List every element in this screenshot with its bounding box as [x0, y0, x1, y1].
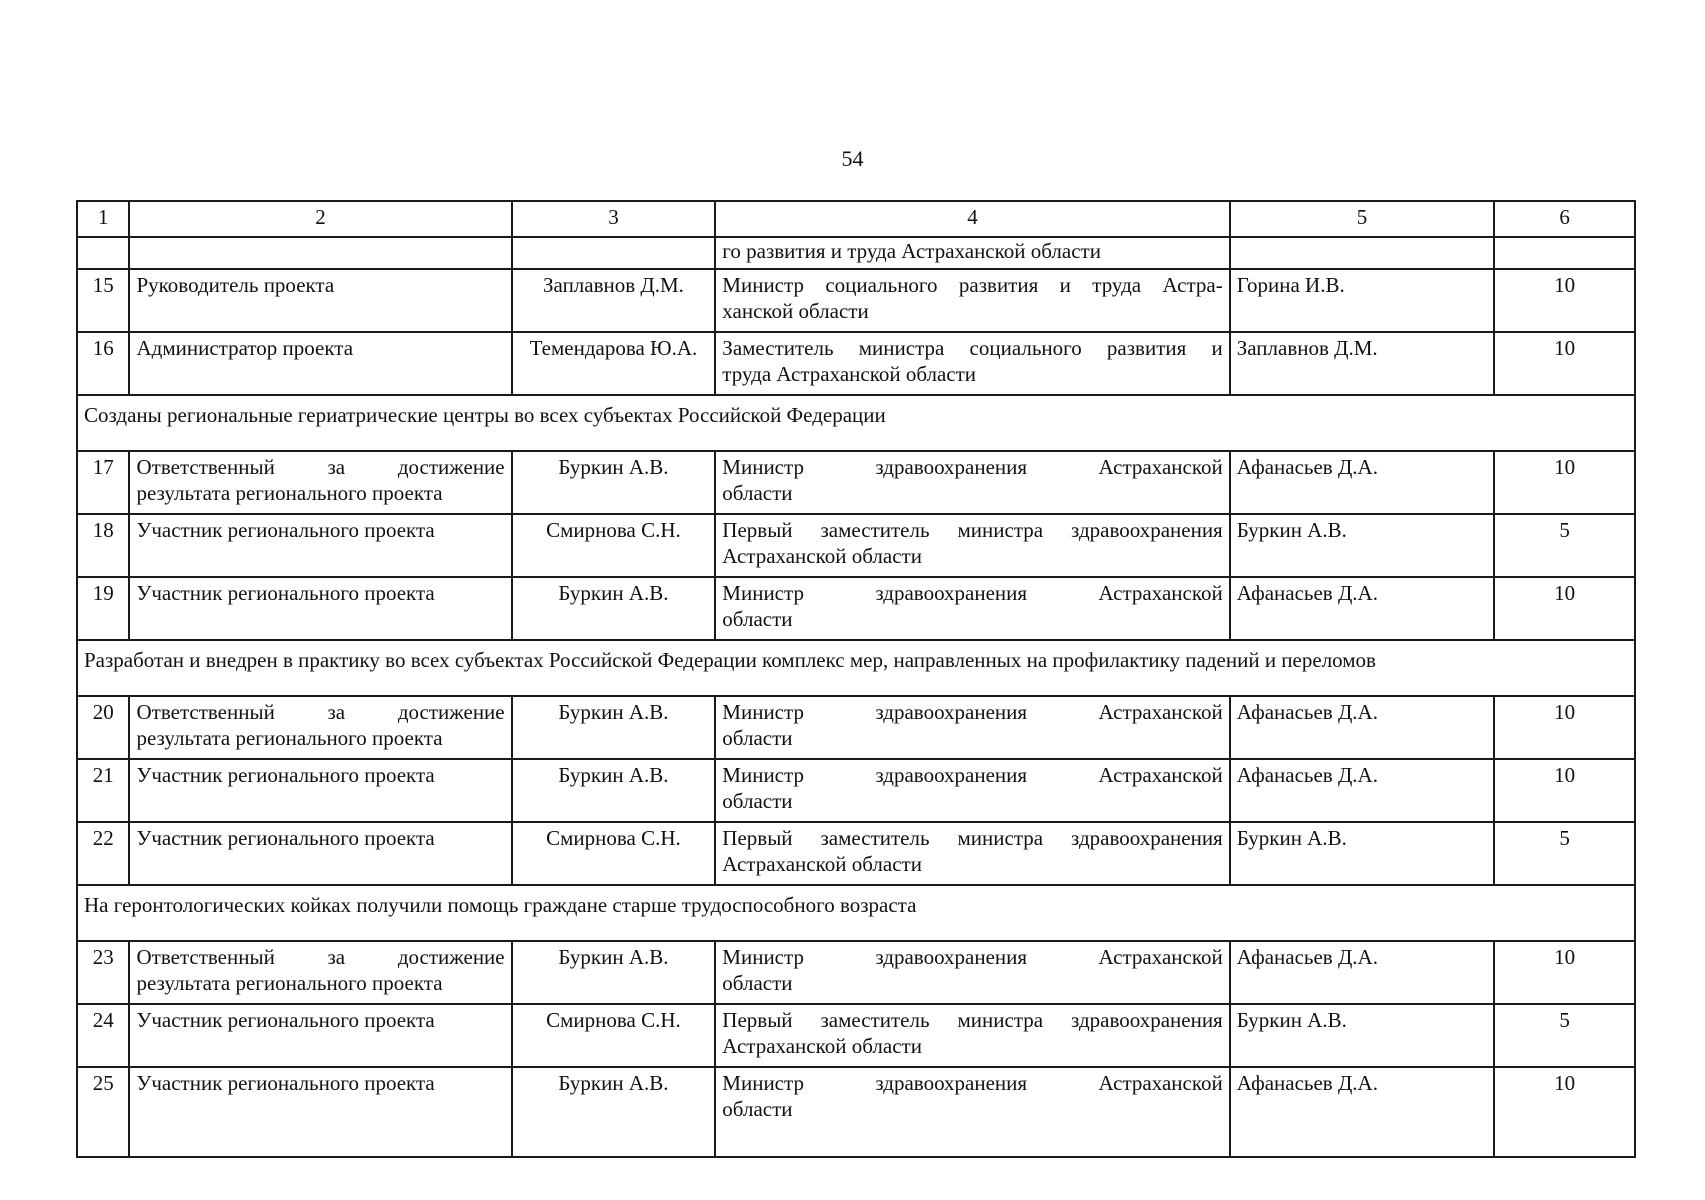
position-line-1: Министр здравоохранения Астраханской: [722, 763, 1223, 787]
role-line-1: Ответственный за достижение: [136, 945, 505, 969]
position-line-1: Министр здравоохранения Астраханской: [722, 945, 1223, 969]
position-line-2: области: [722, 971, 793, 995]
cell-position: [715, 1004, 1229, 1067]
cell-supervisor: Афанасьев Д.А.: [1230, 941, 1495, 1004]
cell-role: Участник регионального проекта: [129, 1004, 511, 1067]
cell-num: 18: [77, 514, 129, 577]
table-row: [77, 514, 1635, 577]
cell-name: Буркин А.В.: [512, 577, 716, 640]
position-line-1: Первый заместитель министра здравоохранения: [722, 826, 1223, 850]
table-row: [77, 1067, 1635, 1157]
cell-num: 19: [77, 577, 129, 640]
position-line-1: Министр здравоохранения Астраханской: [722, 455, 1223, 479]
position-line-2: Астраханской области: [722, 852, 922, 876]
position-line-2: области: [722, 607, 793, 631]
table-body: [77, 237, 1635, 1157]
cell-name: Буркин А.В.: [512, 941, 716, 1004]
cell-load: 10: [1494, 332, 1635, 395]
cell-supervisor: Афанасьев Д.А.: [1230, 577, 1495, 640]
column-header-1: 1: [77, 201, 129, 237]
cell-load: 10: [1494, 1067, 1635, 1157]
page-number: 54: [841, 146, 864, 171]
cell-load: 10: [1494, 696, 1635, 759]
section-row: [77, 640, 1635, 696]
cell-load: 5: [1494, 514, 1635, 577]
position-line-2: Астраханской области: [722, 1034, 922, 1058]
cell-supervisor: Буркин А.В.: [1230, 822, 1495, 885]
cell-position: [715, 759, 1229, 822]
cell-load: 10: [1494, 577, 1635, 640]
cell-position: [715, 269, 1229, 332]
cell-supervisor: Заплавнов Д.М.: [1230, 332, 1495, 395]
cell-role: Участник регионального проекта: [129, 1067, 511, 1157]
cell-num: 15: [77, 269, 129, 332]
table-row: [77, 941, 1635, 1004]
cell-num: 22: [77, 822, 129, 885]
section-title: Созданы региональные гериатрические центры во всех субъектах Российской Федерации: [77, 395, 1635, 451]
cell-supervisor: Афанасьев Д.А.: [1230, 759, 1495, 822]
cell-role: Участник регионального проекта: [129, 577, 511, 640]
cell-load: 10: [1494, 941, 1635, 1004]
cell-load: 5: [1494, 822, 1635, 885]
cell-position: [715, 941, 1229, 1004]
table-header-row: [77, 201, 1635, 237]
continuation-row: [77, 237, 1635, 269]
position-line-2: Астраханской области: [722, 544, 922, 568]
cell-position: [715, 1067, 1229, 1157]
cell-position: [715, 451, 1229, 514]
table-row: [77, 1004, 1635, 1067]
position-line-2: области: [722, 726, 793, 750]
cell-load: 5: [1494, 1004, 1635, 1067]
position-line-1: Первый заместитель министра здравоохранения: [722, 1008, 1223, 1032]
cell-name: Темендарова Ю.А.: [512, 332, 716, 395]
position-line-1: Заместитель министра социального развития и: [722, 336, 1223, 360]
cell-name: Буркин А.В.: [512, 451, 716, 514]
cell-num: 23: [77, 941, 129, 1004]
cell-role: [129, 696, 511, 759]
cell-role: Администратор проекта: [129, 332, 511, 395]
cell-name: Смирнова С.Н.: [512, 514, 716, 577]
cell-position: [715, 332, 1229, 395]
table-row: [77, 759, 1635, 822]
cell-supervisor: Афанасьев Д.А.: [1230, 451, 1495, 514]
column-header-6: 6: [1494, 201, 1635, 237]
cell-supervisor: Горина И.В.: [1230, 269, 1495, 332]
cell-name: Смирнова С.Н.: [512, 1004, 716, 1067]
table-row: [77, 269, 1635, 332]
cell-name: Смирнова С.Н.: [512, 822, 716, 885]
position-line-1: Министр здравоохранения Астраханской: [722, 1071, 1223, 1095]
cell-role: [129, 941, 511, 1004]
table-row: [77, 696, 1635, 759]
position-line-2: ханской области: [722, 299, 869, 323]
position-line-2: области: [722, 1097, 793, 1121]
column-header-3: 3: [512, 201, 716, 237]
table-row: [77, 451, 1635, 514]
column-header-4: 4: [715, 201, 1229, 237]
role-line-2: результата регионального проекта: [136, 481, 443, 505]
cell-num: 16: [77, 332, 129, 395]
section-title: Разработан и внедрен в практику во всех субъектах Российской Федерации комплекс мер, направленных на профилактику падений и переломов: [77, 640, 1635, 696]
cell-role: [129, 451, 511, 514]
cell-supervisor: Афанасьев Д.А.: [1230, 1067, 1495, 1157]
position-line-2: области: [722, 789, 793, 813]
cell-role: [129, 237, 511, 269]
cell-load: [1494, 237, 1635, 269]
cell-supervisor: Афанасьев Д.А.: [1230, 696, 1495, 759]
position-line-1: Министр здравоохранения Астраханской: [722, 581, 1223, 605]
cell-role: Участник регионального проекта: [129, 822, 511, 885]
cell-name: Буркин А.В.: [512, 1067, 716, 1157]
cell-num: 25: [77, 1067, 129, 1157]
cell-supervisor: Буркин А.В.: [1230, 514, 1495, 577]
table-row: [77, 577, 1635, 640]
cell-load: 10: [1494, 759, 1635, 822]
cell-supervisor: Буркин А.В.: [1230, 1004, 1495, 1067]
table-row: [77, 822, 1635, 885]
cell-load: 10: [1494, 451, 1635, 514]
cell-role: Участник регионального проекта: [129, 514, 511, 577]
cell-num: 24: [77, 1004, 129, 1067]
cell-name: Буркин А.В.: [512, 696, 716, 759]
cell-name: [512, 237, 716, 269]
cell-role: Руководитель проекта: [129, 269, 511, 332]
section-row: [77, 395, 1635, 451]
section-row: [77, 885, 1635, 941]
cell-name: Заплавнов Д.М.: [512, 269, 716, 332]
cell-position: [715, 577, 1229, 640]
cell-role: Участник регионального проекта: [129, 759, 511, 822]
cell-position: [715, 514, 1229, 577]
column-header-5: 5: [1230, 201, 1495, 237]
role-line-2: результата регионального проекта: [136, 726, 443, 750]
cell-num: 20: [77, 696, 129, 759]
cell-name: Буркин А.В.: [512, 759, 716, 822]
position-line-1: Первый заместитель министра здравоохранения: [722, 518, 1223, 542]
cell-num: 17: [77, 451, 129, 514]
role-line-1: Ответственный за достижение: [136, 700, 505, 724]
table-row: [77, 332, 1635, 395]
role-line-1: Ответственный за достижение: [136, 455, 505, 479]
position-line-1: Министр здравоохранения Астраханской: [722, 700, 1223, 724]
cell-position: [715, 822, 1229, 885]
cell-load: 10: [1494, 269, 1635, 332]
position-line-2: труда Астраханской области: [722, 362, 977, 386]
cell-num: [77, 237, 129, 269]
position-line-1: Министр социального развития и труда Астра-: [722, 273, 1223, 297]
cell-num: 21: [77, 759, 129, 822]
column-header-2: 2: [129, 201, 511, 237]
cell-supervisor: [1230, 237, 1495, 269]
position-line-2: области: [722, 481, 793, 505]
cell-position: го развития и труда Астраханской области: [715, 237, 1229, 269]
section-title: На геронтологических койках получили помощь граждане старше трудоспособного возраста: [77, 885, 1635, 941]
cell-position: [715, 696, 1229, 759]
role-line-2: результата регионального проекта: [136, 971, 443, 995]
project-participants-table: [76, 200, 1636, 1158]
